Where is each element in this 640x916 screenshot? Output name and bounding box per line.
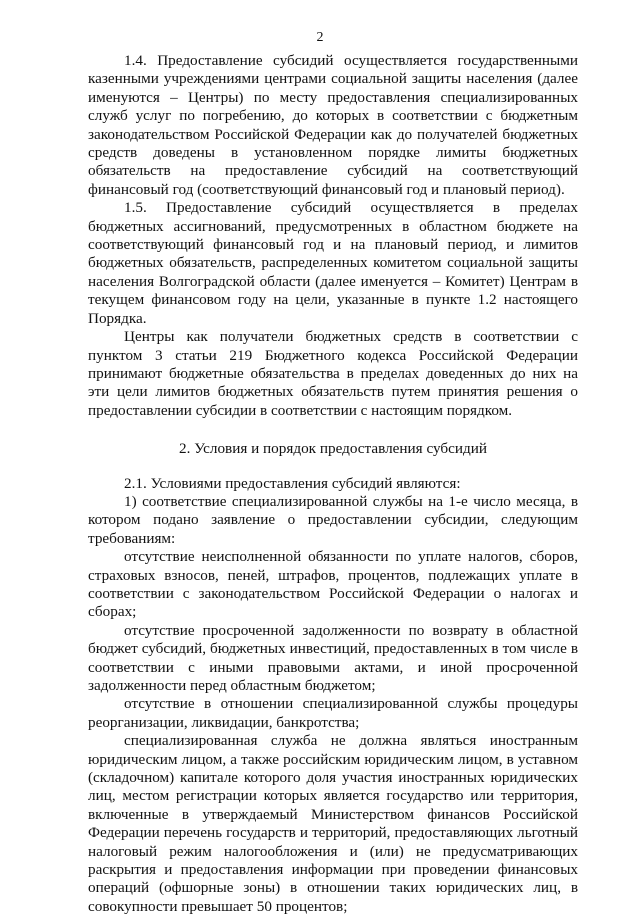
page-number: 2	[316, 30, 324, 45]
paragraph-no-bankruptcy: отсутствие в отношении специализированной службы процедуры реорганизации, ликвидации, банкротства;	[88, 695, 578, 731]
paragraph-no-tax-debt: отсутствие неисполненной обязанности по уплате налогов, сборов, страховых взносов, пеней, штрафов, процентов, подлежащих уплате в соответствии с законодательством Российской Федерации о налогах и сборах;	[88, 548, 578, 621]
paragraph-no-overdue-debt: отсутствие просроченной задолженности по возврату в областной бюджет субсидий, бюджетных инвестиций, предоставленных в том числе в соответствии с иными правовыми актами, и иной просроченной задолженности перед областным бюджетом;	[88, 621, 578, 694]
paragraph-condition-1: 1) соответствие специализированной службы на 1-е число месяца, в котором подано заявление о предоставлении субсидии, следующим требованиям:	[88, 492, 578, 547]
document-body	[88, 52, 578, 916]
paragraph-centers: Центры как получатели бюджетных средств в соответствии с пунктом 3 статьи 219 Бюджетного кодекса Российской Федерации принимают бюджетные обязательства в пределах доведенных до них на эти цели лимитов бюджетных обязательств путем принятия решения о предоставлении субсидии в соответствии с настоящим порядком.	[88, 328, 578, 419]
section-heading: 2. Условия и порядок предоставления субсидий	[179, 440, 487, 458]
paragraph-2-1: 2.1. Условиями предоставления субсидий являются:	[124, 474, 461, 492]
paragraph-1-5: 1.5. Предоставление субсидий осуществляется в пределах бюджетных ассигнований, предусмотренных в областном бюджете на соответствующий финансовый год и на плановый период, и лимитов бюджетных обязательств, распределенных комитетом социальной защиты населения Волгоградской области (далее именуется – Комитет) Центрам в текущем финансовом году на цели, указанные в пункте 1.2 настоящего Порядка.	[88, 199, 578, 327]
paragraph-1-4: 1.4. Предоставление субсидий осуществляется государственными казенными учреждениями центрами социальной защиты населения (далее именуются – Центры) по месту предоставления специализированных служб услуг по погребению, до которых в соответствии с бюджетным законодательством Российской Федерации как до получателей бюджетных средств доведены в установленном порядке лимиты бюджетных обязательств на предоставление субсидий на соответствующий финансовый год (соответствующий финансовый год и плановый период).	[88, 52, 578, 198]
paragraph-not-foreign-entity: специализированная служба не должна являться иностранным юридическим лицом, а также российским юридическим лицом, в уставном (складочном) капитале которого доля участия иностранных юридических лиц, местом регистрации которых является государство или территория, включенные в утверждаемый Министерством финансов Российской Федерации перечень государств и территорий, предоставляющих льготный налоговый режим налогообложения и (или) не предусматривающих раскрытия и предоставления информации при проведении финансовых операций (офшорные зоны) в отношении таких юридических лиц, в совокупности превышает 50 процентов;	[88, 732, 578, 915]
